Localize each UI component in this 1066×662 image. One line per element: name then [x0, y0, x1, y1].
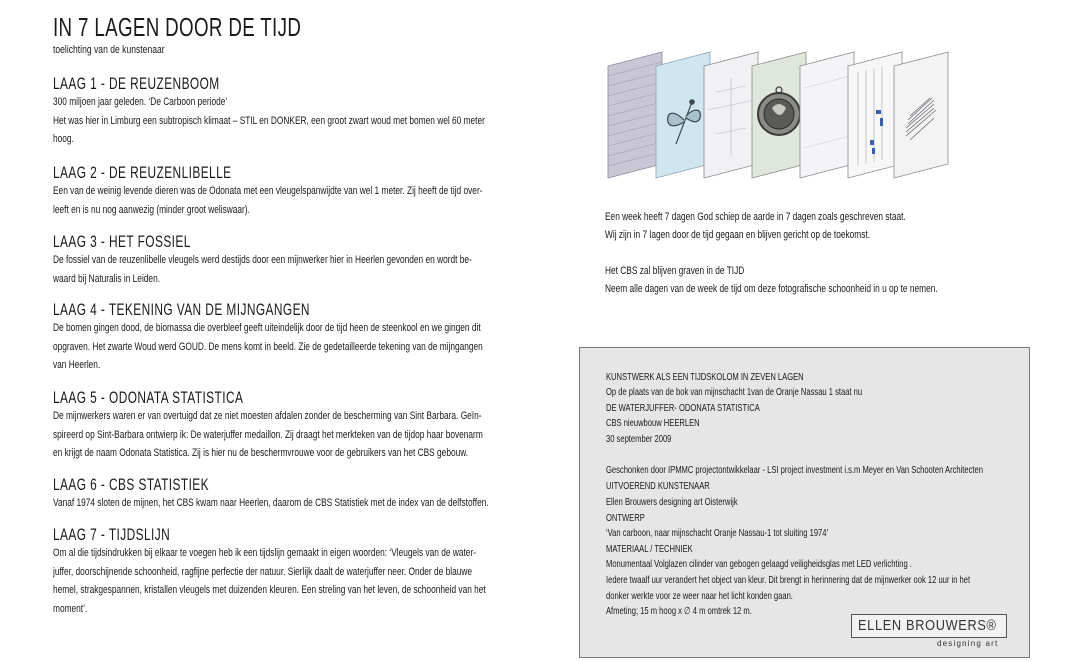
info-line: CBS nieuwbouw HEERLEN: [606, 418, 700, 429]
page-title: IN 7 LAGEN DOOR DE TIJD: [53, 12, 302, 42]
info-line: Ellen Brouwers designing art Oisterwijk: [606, 497, 738, 508]
layer-4-text-line: van Heerlen.: [53, 359, 101, 371]
info-line: MATERIAAL / TECHNIEK: [606, 544, 693, 555]
info-line: 30 september 2009: [606, 434, 672, 445]
layer-3-text-line: De fossiel van de reuzenlibelle vleugels werd destijds door een mijnwerker hier in Heerlen gevonden en wordt be-: [53, 254, 472, 266]
artwork-info-box: [579, 347, 1030, 658]
seven-layers-illustration: [604, 48, 950, 181]
info-line: Afmeting; 15 m hoog x ∅ 4 m omtrek 12 m.: [606, 606, 752, 617]
logo-name: ELLEN BROUWERS®: [858, 617, 997, 634]
layer-2-text-line: leeft en is nu nog aanwezig (minder groot weliswaar).: [53, 203, 250, 216]
info-line: Op de plaats van de bok van mijnschacht 1van de Oranje Nassau 1 staat nu: [606, 387, 863, 398]
layer-7-text-line: hemel, strakgespannen, kristallen vleugels met duizenden kleuren. Een streling van het leven, de schoonheid van het: [53, 584, 486, 596]
page-subtitle: toelichting van de kunstenaar: [53, 44, 165, 56]
layer-1-text-line: Het was hier in Limburg een subtropisch klimaat – STIL en DONKER, een groot zwart woud met bomen wel 60 meter: [53, 114, 485, 127]
intro-spacer: [605, 244, 938, 262]
intro-text-block: [605, 208, 1052, 298]
layer-2-section: [53, 163, 543, 219]
intro-line: Wij zijn in 7 lagen door de tijd gegaan en blijven gericht op de toekomst.: [605, 229, 871, 241]
layer-7-panel: [894, 52, 948, 178]
layer-5-section: [53, 388, 543, 463]
layer-2-panel: [656, 52, 710, 178]
layer-1-panel: [608, 52, 662, 178]
info-line: ‘Van carboon, naar mijnschacht Oranje Nassau-1 tot sluiting 1974’: [606, 528, 829, 539]
logo-tagline: designing art: [937, 639, 999, 648]
ellen-brouwers-logo: [851, 614, 1007, 638]
layer-3-text-line: waard bij Naturalis in Leiden.: [53, 272, 161, 285]
layer-7-text-line: Om al die tijdsindrukken bij elkaar te voegen heb ik een tijdslijn gemaakt in eigen woorden: ‘Vleugels van de water-: [53, 547, 476, 559]
layer-2-text-line: Een van de weinig levende dieren was de Odonata met een vleugelspanwijdte van wel 1 meter. Zij heeft de tijd over-: [53, 185, 483, 197]
layer-1-text-line: 300 miljoen jaar geleden. ‘De Carboon periode’: [53, 96, 228, 108]
info-line: ONTWERP: [606, 513, 645, 524]
layer-1-text-line: hoog.: [53, 133, 74, 145]
info-line: UITVOEREND KUNSTENAAR: [606, 481, 710, 492]
intro-line: Neem alle dagen van de week de tijd om deze fotografische schoonheid in u op te nemen.: [605, 283, 938, 295]
layer-7-text-line: moment’.: [53, 602, 88, 615]
layer-3-panel: [704, 52, 758, 178]
info-line: Iedere twaalf uur verandert het object van kleur. Dit brengt in herinnering dat de mijnwerker ook 12 uur in het: [606, 575, 971, 586]
layer-5-text-line: De mijnwerkers waren er van overtuigd dat ze niet moesten afdalen zonder de bescherming van Sint Barbara. Geïn-: [53, 410, 482, 422]
layer-1-heading: LAAG 1 - DE REUZENBOOM: [53, 74, 220, 93]
layer-5-heading: LAAG 5 - ODONATA STATISTICA: [53, 388, 244, 407]
layer-6-text-line: Vanaf 1974 sloten de mijnen, het CBS kwam naar Heerlen, daarom de CBS Statistiek met de index van de delfstoffen.: [53, 497, 489, 509]
layer-5-text-line: en krijgt de naam Odonata Statistica. Zij is hier nu de beschermvrouwe voor de gebruikers van het CBS gebouw.: [53, 447, 469, 459]
info-line: DE WATERJUFFER- ODONATA STATISTICA: [606, 403, 760, 414]
info-line: Monumentaal Volglazen cilinder van gebogen gelaagd veiligheidsglas met LED verlichting .: [606, 559, 912, 570]
layer-4-section: [53, 300, 543, 375]
layer-4-text-line: De bomen gingen dood, de biomassa die overbleef geeft uiteindelijk door de tijd heen de steenkool en we gingen dit: [53, 322, 481, 334]
intro-line: Een week heeft 7 dagen God schiep de aarde in 7 dagen zoals geschreven staat.: [605, 211, 906, 223]
layer-3-heading: LAAG 3 - HET FOSSIEL: [53, 232, 191, 251]
layer-4-text-line: opgraven. Het zwarte Woud werd GOUD. De mens komt in beeld. Zie de gedetailleerde tekening van de mijngangen: [53, 340, 483, 353]
explanation-column: [53, 12, 543, 615]
info-line: donker werkte voor ze weer naar het licht konden gaan.: [606, 591, 793, 602]
layer-7-section: [53, 525, 543, 618]
info-line: Geschonken door IPMMC projectontwikkelaar - LSI project investment i.s.m Meyer en Van Schooten Architecten: [606, 465, 983, 476]
layer-6-section: [53, 475, 543, 513]
layer-7-text-line: juffer, doorschijnende schoonheid, ragfijne perfectie der natuur. Sierlijk daalt de waterjuffer neer. Onder de blauwe: [53, 565, 473, 578]
layer-2-heading: LAAG 2 - DE REUZENLIBELLE: [53, 163, 232, 182]
layer-7-heading: LAAG 7 - TIJDSLIJN: [53, 525, 171, 544]
layer-4-panel: [752, 52, 806, 178]
intro-line: Het CBS zal blijven graven in de TIJD: [605, 265, 745, 277]
layer-4-heading: LAAG 4 - TEKENING VAN DE MIJNGANGEN: [53, 300, 310, 319]
layer-5-text-line: spireerd op Sint-Barbara ontwierp ik: De waterjuffer medaillon. Zij draagt het merkteken van de tijdop haar bovenarm: [53, 428, 483, 441]
layer-6-heading: LAAG 6 - CBS STATISTIEK: [53, 475, 210, 494]
layer-5-panel: [800, 52, 854, 178]
layer-1-section: [53, 74, 543, 149]
info-line: KUNSTWERK ALS EEN TIJDSKOLOM IN ZEVEN LAGEN: [606, 372, 804, 383]
layer-3-section: [53, 232, 543, 288]
